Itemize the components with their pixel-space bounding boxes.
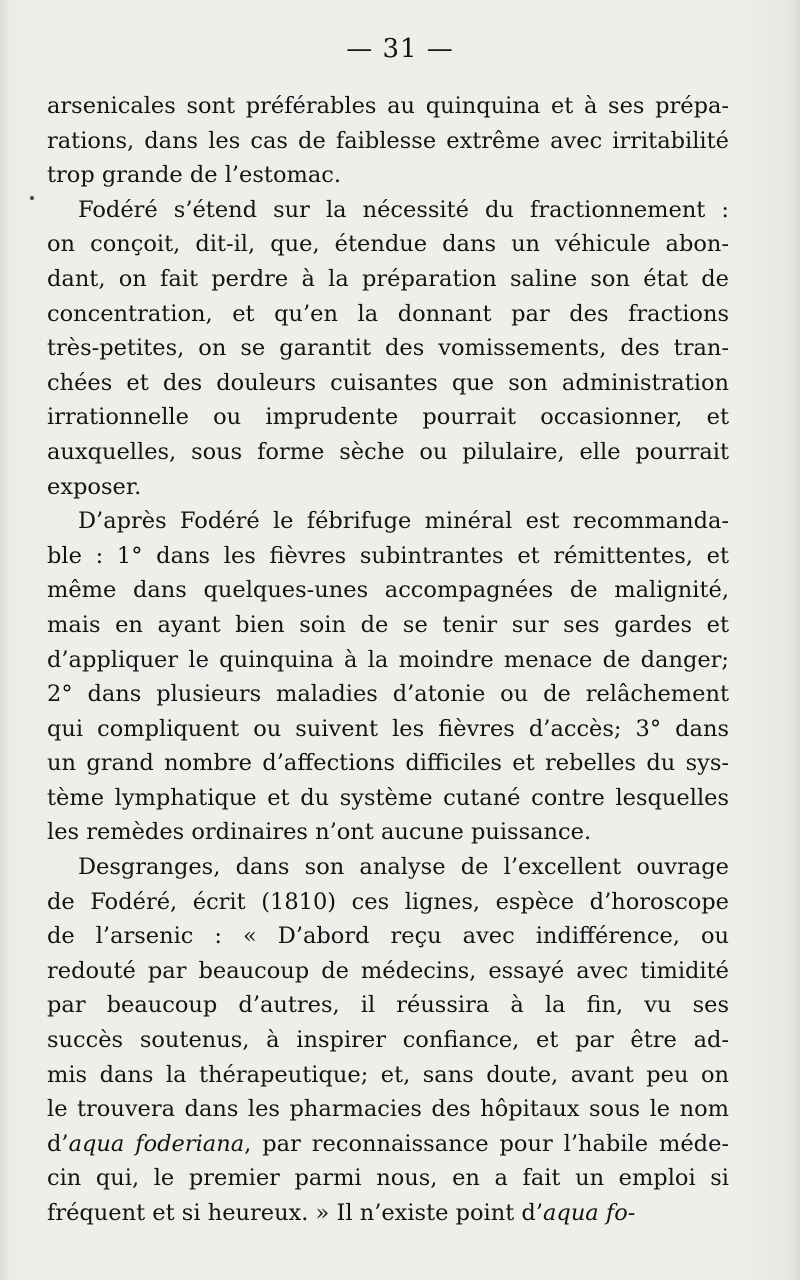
paragraph xyxy=(47,89,729,193)
text-line: chées et des douleurs cuisantes que son administration xyxy=(47,369,729,396)
text-line: irrationnelle ou imprudente pourrait occasionner, et xyxy=(47,404,729,431)
text-line: concentration, et qu’en la donnant par des fractions xyxy=(47,300,729,327)
text-line: très-petites, on se garantit des vomissements, des tran- xyxy=(47,335,729,362)
text-line: mais en ayant bien soin de se tenir sur ses gardes et xyxy=(47,611,729,638)
paragraph xyxy=(47,850,729,1231)
ink-speck xyxy=(30,196,34,200)
italic-phrase: aqua fo- xyxy=(543,1200,636,1226)
text-line: même dans quelques-unes accompagnées de malignité, xyxy=(47,577,729,604)
text-line: dant, on fait perdre à la préparation saline son état de xyxy=(47,265,729,292)
text-line: les remèdes ordinaires n’ont aucune puissance. xyxy=(47,819,592,846)
paragraph xyxy=(47,193,729,504)
text-line: mis dans la thérapeutique; et, sans doute, avant peu on xyxy=(47,1061,729,1088)
text-line: redouté par beaucoup de médecins, essayé avec timidité xyxy=(47,957,729,984)
italic-phrase: aqua foderiana xyxy=(68,1130,245,1157)
text-line: rations, dans les cas de faiblesse extrême avec irritabilité xyxy=(47,127,729,154)
text-line: d’appliquer le quinquina à la moindre menace de danger; xyxy=(47,646,729,673)
paragraph xyxy=(47,504,729,850)
text-line: auxquelles, sous forme sèche ou pilulaire, elle pourrait xyxy=(47,438,729,465)
body-text xyxy=(47,89,729,1231)
text-line: D’après Fodéré le fébrifuge minéral est recommanda- xyxy=(78,508,729,535)
text-line: arsenicales sont préférables au quinquina et à ses prépa- xyxy=(47,93,729,119)
text-line: fréquent et si heureux. » Il n’existe point d’aqua fo- xyxy=(47,1200,636,1226)
text-line: Fodéré s’étend sur la nécessité du fractionnement : xyxy=(78,196,729,223)
text-line: d’aqua foderiana, par reconnaissance pour l’habile méde- xyxy=(47,1130,729,1157)
text-line: tème lymphatique et du système cutané contre lesquelles xyxy=(47,784,729,811)
page-number: — 31 — xyxy=(346,34,454,64)
text-line: trop grande de l’estomac. xyxy=(47,162,342,189)
text-line: exposer. xyxy=(47,473,142,500)
text-line: le trouvera dans les pharmacies des hôpitaux sous le nom xyxy=(47,1096,729,1123)
text-line: on conçoit, dit-il, que, étendue dans un véhicule abon- xyxy=(47,231,729,258)
text-line: 2° dans plusieurs maladies d’atonie ou de relâchement xyxy=(47,681,729,708)
text-line: de l’arsenic : « D’abord reçu avec indifférence, ou xyxy=(47,923,729,950)
text-line: de Fodéré, écrit (1810) ces lignes, espèce d’horoscope xyxy=(47,888,729,915)
text-line: un grand nombre d’affections difficiles et rebelles du sys- xyxy=(47,750,729,777)
text-line: qui compliquent ou suivent les fièvres d’accès; 3° dans xyxy=(47,715,729,742)
text-line: cin qui, le premier parmi nous, en a fait un emploi si xyxy=(47,1165,729,1192)
text-line: par beaucoup d’autres, il réussira à la fin, vu ses xyxy=(47,992,729,1019)
text-line: succès soutenus, à inspirer confiance, et par être ad- xyxy=(47,1027,729,1054)
text-line: Desgranges, dans son analyse de l’excellent ouvrage xyxy=(78,854,729,881)
text-line: ble : 1° dans les fièvres subintrantes et rémittentes, et xyxy=(47,542,729,569)
